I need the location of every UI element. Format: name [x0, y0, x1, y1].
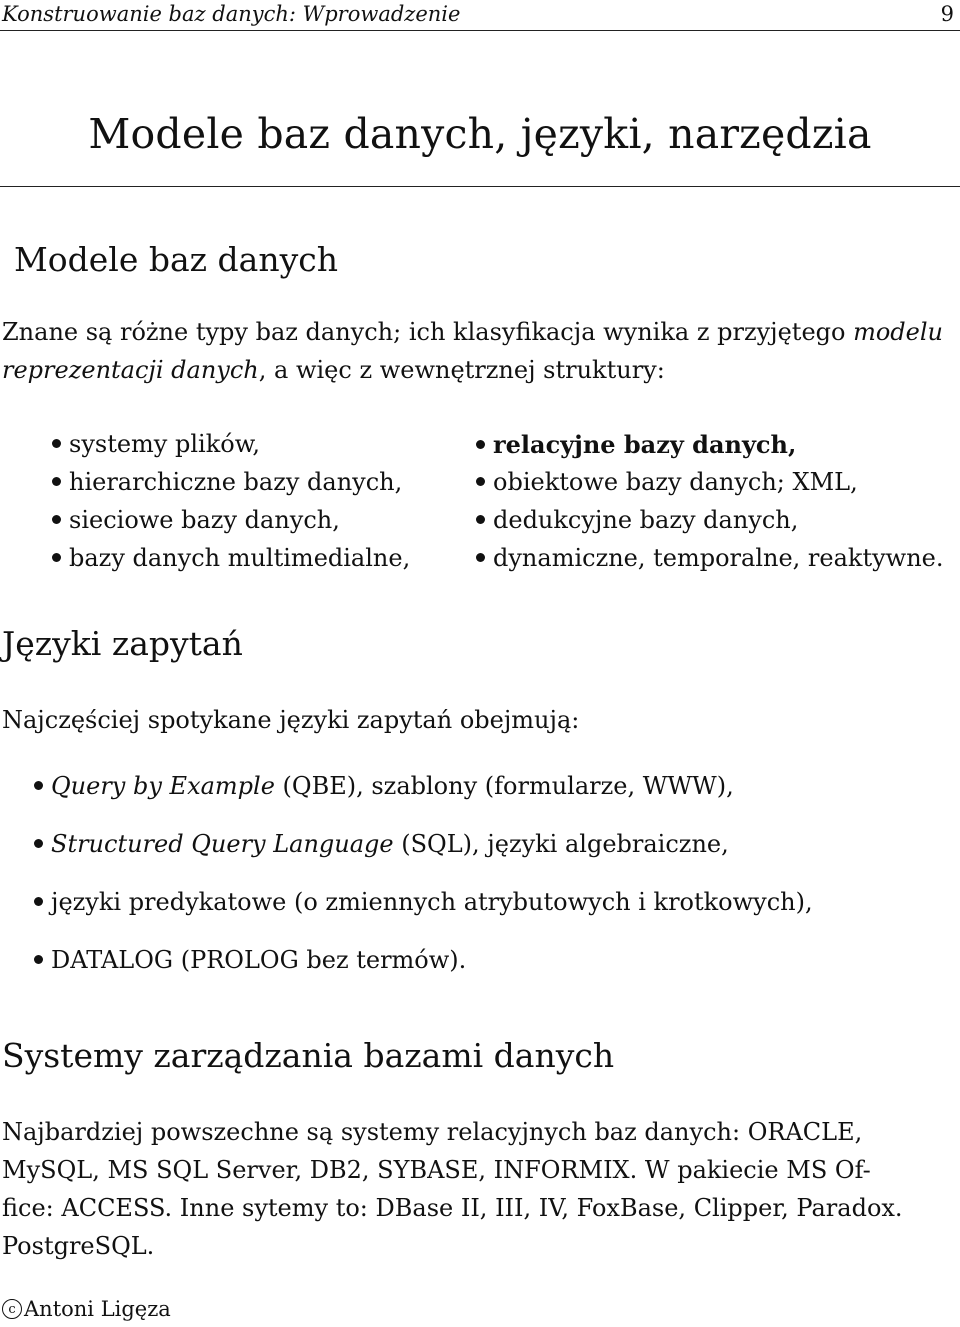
bullet-icon: [34, 781, 43, 790]
footer: [2, 1297, 171, 1321]
list-item: [34, 946, 466, 974]
body-line: fice: ACCESS. Inne sytemy to: DBase II, III, IV, FoxBase, Clipper, Paradox.: [2, 1194, 903, 1222]
copyright-icon: c: [2, 1299, 22, 1319]
list-item-emphasis: Structured Query Language: [51, 830, 394, 858]
bullet-icon: [52, 515, 61, 524]
list-item: [476, 506, 798, 534]
intro-line-1: [2, 318, 943, 346]
bullet-icon: [476, 440, 485, 449]
list-item: [52, 544, 410, 572]
intro-emphasis-1: modelu: [853, 318, 943, 346]
running-title: Konstruowanie baz danych: Wprowadzenie: [2, 2, 461, 26]
bullet-icon: [52, 439, 61, 448]
section-heading-query-languages: Języki zapytań: [2, 624, 243, 663]
list-item: [476, 468, 858, 496]
list-item-label: obiektowe bazy danych; XML,: [493, 468, 858, 496]
list-item: [476, 430, 796, 459]
footer-author: Antoni Ligęza: [24, 1297, 171, 1321]
list-item-label: bazy danych multimedialne,: [69, 544, 411, 572]
page-title: Modele baz danych, języki, narzędzia: [88, 110, 872, 158]
list-item: [34, 888, 813, 916]
page-header: [0, 0, 960, 31]
bullet-icon: [476, 477, 485, 486]
intro-text-1: Znane są różne typy baz danych; ich klasyfikacja wynika z przyjętego: [2, 318, 854, 346]
section-heading-dbms: Systemy zarządzania bazami danych: [2, 1036, 615, 1075]
intro-text-2: , a więc z wewnętrznej struktury:: [258, 356, 665, 384]
bullet-icon: [476, 515, 485, 524]
title-rule: [0, 186, 960, 187]
bullet-icon: [34, 955, 43, 964]
intro-emphasis-2: reprezentacji danych: [2, 356, 259, 384]
list-item-label-bold: relacyjne bazy danych,: [493, 430, 797, 459]
bullet-icon: [52, 553, 61, 562]
body-line: PostgreSQL.: [2, 1232, 155, 1260]
bullet-icon: [52, 477, 61, 486]
section-intro-query-languages: Najczęściej spotykane języki zapytań obejmują:: [2, 706, 580, 734]
list-item-label: języki predykatowe (o zmiennych atrybutowych i krotkowych),: [51, 888, 813, 916]
list-item-emphasis: Query by Example: [51, 772, 275, 800]
list-item-label: (QBE), szablony (formularze, WWW),: [274, 772, 734, 800]
list-item-label: hierarchiczne bazy danych,: [69, 468, 403, 496]
body-line: Najbardziej powszechne są systemy relacyjnych baz danych: ORACLE,: [2, 1118, 863, 1146]
list-item: [34, 772, 734, 800]
bullet-icon: [34, 897, 43, 906]
list-item-label: systemy plików,: [69, 430, 261, 458]
list-item-label: sieciowe bazy danych,: [69, 506, 340, 534]
list-item: [52, 468, 402, 496]
list-item: [34, 830, 729, 858]
bullet-icon: [34, 839, 43, 848]
list-item: [52, 506, 340, 534]
list-item: [476, 544, 943, 572]
intro-line-2: [2, 356, 665, 384]
list-item-label: DATALOG (PROLOG bez termów).: [51, 946, 467, 974]
list-item: [52, 430, 260, 458]
list-item-label: dynamiczne, temporalne, reaktywne.: [493, 544, 944, 572]
body-line: MySQL, MS SQL Server, DB2, SYBASE, INFORMIX. W pakiecie MS Of-: [2, 1156, 871, 1184]
list-item-label: (SQL), języki algebraiczne,: [393, 830, 729, 858]
list-item-label: dedukcyjne bazy danych,: [493, 506, 799, 534]
section-heading-models: Modele baz danych: [14, 240, 338, 279]
page-number: 9: [940, 2, 954, 26]
bullet-icon: [476, 553, 485, 562]
